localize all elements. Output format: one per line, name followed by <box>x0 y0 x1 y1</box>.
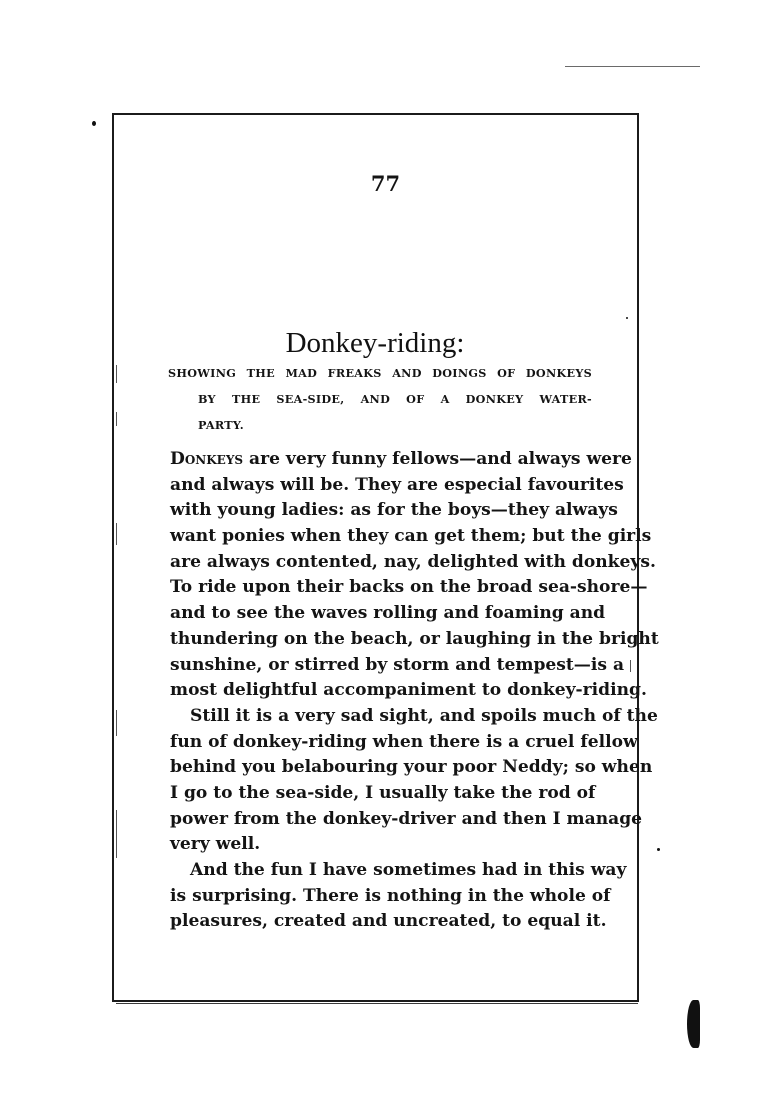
text-line: And the fun I have sometimes had in this way <box>190 860 627 880</box>
page-bottom-rule <box>116 1003 638 1004</box>
body-text <box>170 447 659 935</box>
text-line: To ride upon their backs on the broad sea-shore— <box>170 577 648 598</box>
text-line: behind you belabouring your poor Neddy; so when <box>170 757 653 778</box>
text-line: pleasures, created and uncreated, to equal it. <box>170 911 607 932</box>
ink-speck <box>657 848 660 851</box>
chapter-title: Donkey-riding: <box>285 327 465 360</box>
text-line <box>170 447 632 473</box>
text-line: is surprising. There is nothing in the whole of <box>170 885 611 906</box>
text-line: Still it is a very sad sight, and spoils much of the <box>190 705 658 726</box>
text-line-rest: are very funny fellows—and always were <box>243 449 632 469</box>
ink-blot <box>687 1000 700 1048</box>
chapter-subtitle <box>168 360 592 438</box>
text-line: I go to the sea-side, I usually take the rod of <box>170 782 596 803</box>
text-line: very well. <box>170 834 261 855</box>
page-number: 77 <box>370 171 401 196</box>
text-line: power from the donkey-driver and then I manage <box>170 808 643 829</box>
text-line: want ponies when they can get them; but the girls <box>170 526 652 547</box>
opening-word: Donkeys <box>170 449 244 469</box>
text-line: sunshine, or stirred by storm and tempest—is a <box>170 654 625 675</box>
subtitle-line: SHOWING THE MAD FREAKS AND DOINGS OF DONKEYS <box>168 366 592 380</box>
subtitle-line: PARTY. <box>198 418 244 432</box>
text-line: most delightful accompaniment to donkey-riding. <box>170 680 647 701</box>
text-line: with young ladies: as for the boys—they always <box>170 500 618 521</box>
text-line: fun of donkey-riding when there is a cruel fellow <box>170 731 638 752</box>
text-line: and to see the waves rolling and foaming and <box>170 603 606 624</box>
subtitle-line: BY THE SEA-SIDE, AND OF A DONKEY WATER- <box>198 392 592 406</box>
text-line: and always will be. They are especial favourites <box>170 474 624 495</box>
text-line: thundering on the beach, or laughing in the bright <box>170 628 659 649</box>
ink-speck <box>92 121 96 126</box>
text-line: are always contented, nay, delighted with donkeys. <box>170 551 656 572</box>
top-edge-rule <box>565 66 700 67</box>
